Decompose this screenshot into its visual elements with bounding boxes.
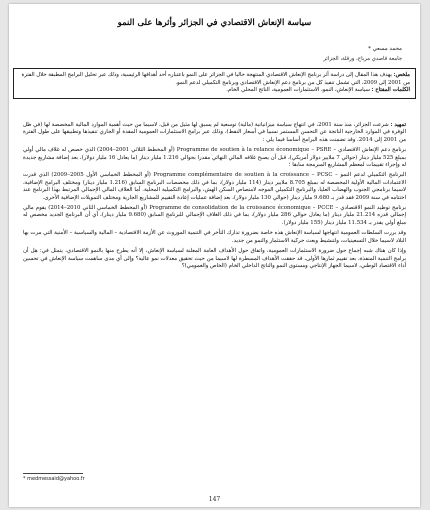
intro-paragraph — [23, 122, 406, 144]
author-affiliation: جامعة قاصدي مرباح، ورقلة، الجزائر — [323, 56, 402, 62]
footnote-email: * medmessaid@yahoo.fr — [23, 476, 85, 482]
program-3-paragraph: برنامج توطيد النمو الاقتصادي – Programme de consolidation de la croissance économique – PCCE (أو المخطط الخماسي الثاني 2010–2014) يقوم مالي إجمالي قدره 21.214 مليار دينار (ما يعادل حوالي 286 مليار دولار)، بما في ذلك الغلاف الإجمالي للبرنامج السابق (9.680 مليار دينار)، أي أن البرنامج الجديد مخصص له مبلغ أولي يقدر بـ 11.534 مليار دينار (155 مليار دولار). — [23, 205, 406, 226]
paragraph-5: وإذا كان هناك شبه إجماع حول ضرورة الاستثمارات العمومية، واتفاق حول الأهداف العامة المعلنة لسياسة الإنعاش، إلا أنه يطرح منها بالنمو الاقتصادي، يتمثل في: هل أن برامج التنمية المنفذة، بعد تقييم ثمارها الأولى، قد حققت الأهداف المسطرة لها لاسيما من حيث تحقيق معدلات نمو عالية؟ وإلى أي مدى ساهمت سياسة الإنعاش في تحسين أداء الاقتصاد الوطني، لاسيما الجهاز الإنتاجي ومستوى النمو والناتج الداخلي الخام (الخاص والعمومي)؟ — [23, 248, 406, 269]
paragraph-4: وقد بررت السلطات العمومية انتهاجها لسياسة الإنعاش هذه خاصة بضرورة تدارك التأخر في التنمية الموروث عن الأزمة الاقتصادية – المالية والسياسية – الأمنية التي مرت بها البلاد لاسيما خلال التسعينيات، ولتنشيط وبعث حركية الاستثمار والنمو من جديد. — [23, 230, 406, 244]
keywords-line — [19, 87, 410, 95]
program-2-paragraph: البرنامج التكميلي لدعم النمو – Programme complémentaire de soutien à la croissance – PCSC (أو المخطط الخماسي الأول 2005–2009) الذي قدرت الاعتمادات المالية الأولية المخصصة له بمبلغ 8.705 ملايير دينار (114 مليار دولار)، بما في ذلك مخصصات البرنامج السابق (1.216 مليار دينار) ومختلف البرامج الإضافية، لاسيما برنامجي الجنوب والهضاب العليا، والبرنامج التكميلي الموجه لامتصاص السكن الهش، والبرامج التكميلية المحلية. أما الغلاف المالي الإجمالي المرتبط بهذا البرنامج عند اختتامه في سنة 2009 فقد قدر بـ 9.680 مليار دينار (حوالي 130 مليار دولار)، بعد إضافة عمليات إعادة التقييم للمشاريع الجارية ومختلف التمويلات الإضافية الأخرى. — [23, 172, 407, 201]
paper-title: سياسة الإنعاش الاقتصادي في الجزائر وأثرها على النمو — [117, 18, 312, 28]
page-number: 147 — [208, 496, 221, 503]
intro-label: تمهيد : — [390, 122, 406, 128]
keywords-label: الكلمات المفتاح : — [371, 87, 410, 94]
keywords-text: سياسة الإنعاش، النمو، الاستثمارات العمومية، الناتج المحلي الخام. — [226, 87, 370, 94]
body-text — [23, 122, 406, 273]
program-1-paragraph: برنامج دعم الإنعاش الاقتصادي – Programme de soutien à la relance économique – PSRE (أو المخطط الثلاثي 2001–2004) الذي خصص له غلاف مالي أولي بمبلغ 525 مليار دينار (حوالي 7 ملايير دولار أمريكي)، قبل أن يصبح غلافه المالي النهائي مقدرا بحوالي 1.216 مليار دينار (ما يعادل 16 مليار دولار)، بعد إضافة مشاريع جديدة له وإجراء تقييمات لمعظم المشاريع المبرمجة سابقا ؛ — [23, 147, 407, 169]
abstract-text: يهدف هذا المقال إلى دراسة أثر برنامج الإنعاش الاقتصادي المنتهجة حاليا في الجزائر على النمو باعتباره أحد أهدافها الرئيسية، وذلك عبر تحليل البرامج المطبقة خلال الفترة من 2001 إلى 2009، التي تشمل تنفيذ كل من برنامج دعم الإنعاش الاقتصادي وبرنامج التكميلي لدعم النمو. — [21, 72, 410, 86]
author-name: محمد مسعي * — [368, 46, 402, 52]
document-page — [9, 4, 420, 507]
abstract-box — [13, 68, 416, 99]
abstract-label: ملخص: — [393, 72, 410, 78]
footnote-divider — [23, 473, 83, 474]
intro-text: شرعت الجزائر، منذ سنة 2001، في انتهاج سياسة ميزانياتية (مالية) توسعية لم يسبق لها مثيل من قبل، لاسيما من حيث أهمية الموارد المالية المخصصة لها (في ظل الوفرة في الموارد الخارجية الناتجة عن التحسن المستمر نسبيا في أسعار النفط)، وذلك عبر برامج الاستثمارات العمومية المقدة أو الجاري تنفيذها وتطبيقها على طول الفترة من 2001 إلى 2014. وقد تضمنت هذه البرامج أساسا فيما يلي : — [23, 122, 406, 143]
